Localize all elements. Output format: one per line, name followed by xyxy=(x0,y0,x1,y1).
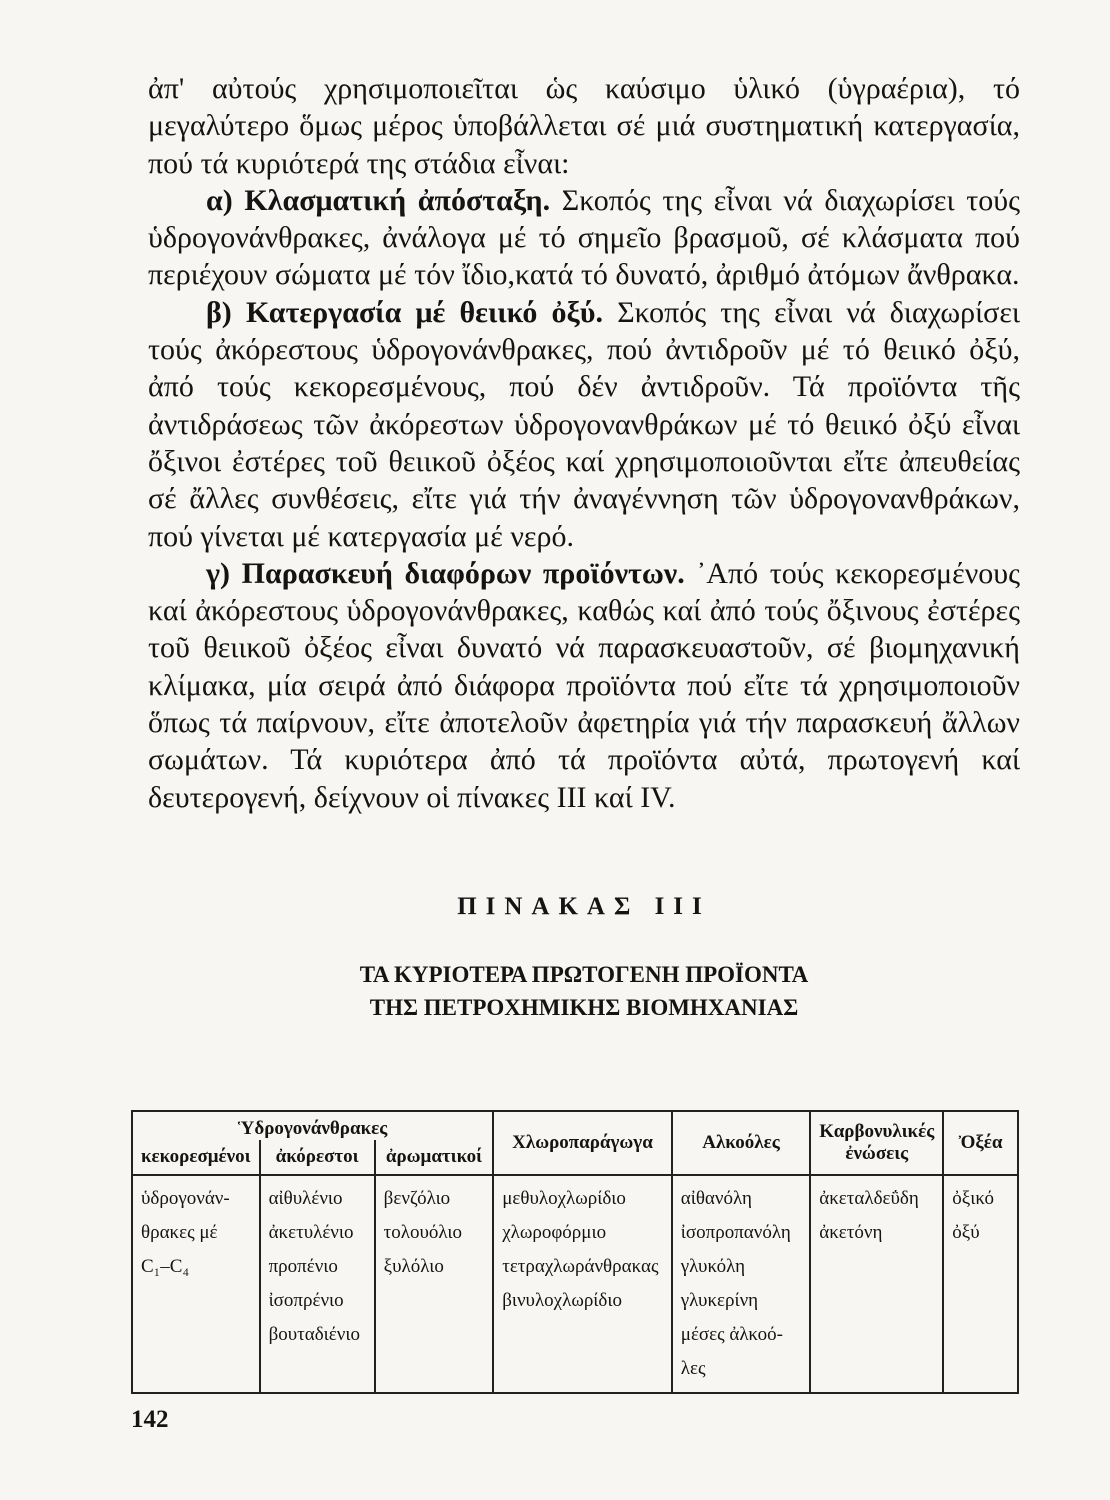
table-title-line1: ΤΑ ΚΥΡΙΟΤΕΡΑ ΠΡΩΤΟΓΕΝΗ ΠΡΟΪΟΝΤΑ xyxy=(359,962,809,987)
cell-line: μέσες ἀλκοό- xyxy=(680,1324,783,1345)
cell-line: χλωροφόρμιο xyxy=(502,1222,607,1243)
header-col-1: κεκορεσμένοι xyxy=(132,1140,260,1175)
paragraph-c-title: γ) Παρασκευή διαφόρων προϊόντων. xyxy=(206,556,685,590)
table-cell xyxy=(260,1175,375,1393)
cell-line: ἰσοπροπανόλη xyxy=(680,1222,791,1243)
table-cell xyxy=(132,1175,260,1393)
paragraph-a xyxy=(148,182,1020,294)
header-col-7: Ὀξέα xyxy=(943,1111,1018,1175)
cell-line: ὀξικό xyxy=(952,1188,994,1209)
cell-line: C₁–C₄ xyxy=(141,1256,190,1277)
cell-line: βενζόλιο xyxy=(383,1188,451,1209)
table-title-line2: ΤΗΣ ΠΕΤΡΟΧΗΜΙΚΗΣ ΒΙΟΜΗΧΑΝΙΑΣ xyxy=(369,995,799,1020)
header-col-4: Χλωροπαράγωγα xyxy=(493,1111,672,1175)
cell-line: τετραχλωράνθρακας xyxy=(502,1256,659,1277)
cell-line: ἀκετόνη xyxy=(819,1222,883,1243)
paragraph-a-title: α) Κλασματική ἀπόσταξη. xyxy=(206,183,551,217)
cell-line: γλυκερίνη xyxy=(680,1290,759,1311)
header-col-5: Αλκοόλες xyxy=(672,1111,811,1175)
cell-line: αἰθυλένιο xyxy=(268,1188,343,1209)
table-cell xyxy=(943,1175,1018,1393)
cell-line: ἀκετυλένιο xyxy=(268,1222,354,1243)
paragraph-b-title: β) Κατεργασία μέ θειικό ὀξύ. xyxy=(206,295,603,329)
cell-line: θρακες μέ xyxy=(141,1222,218,1243)
table-cell xyxy=(672,1175,811,1393)
cell-line: ἀκεταλδεΰδη xyxy=(819,1188,919,1209)
products-table xyxy=(131,1110,1019,1394)
body-text xyxy=(148,70,1020,816)
cell-line: ὑδρογονάν- xyxy=(141,1188,230,1209)
cell-line: βινυλοχλωρίδιο xyxy=(502,1290,622,1311)
header-col-3: ἀρωματικοί xyxy=(375,1140,494,1175)
table-cell xyxy=(810,1175,943,1393)
cell-line: ξυλόλιο xyxy=(383,1256,444,1277)
paragraph-b xyxy=(148,294,1020,555)
table-header-row xyxy=(132,1111,1018,1140)
cell-line: μεθυλοχλωρίδιο xyxy=(502,1188,626,1209)
cell-line: λες xyxy=(680,1358,706,1379)
paragraph-a-text: Σκοπός της εἶναι νά διαχωρίσει τούς ὑδρογονάνθρακες, ἀνάλογα μέ τό σημεῖο βρασμοῦ, σέ κλάσματα πού περιέχουν σώματα μέ τόν ἴδιο,κατά τό δυνατό, ἀριθμό ἀτόμων ἄνθρακα. xyxy=(148,183,1021,292)
header-col-6: Καρβονυλικές ἐνώσεις xyxy=(810,1111,943,1175)
paragraph-b-text: Σκοπός της εἶναι νά διαχωρίσει τούς ἀκόρεστους ὑδρογονάνθρακες, πού ἀντιδροῦν μέ τό θειικό ὀξύ, ἀπό τούς κεκορεσμένους, πού δέν ἀντιδροῦν. Τά προϊόντα τῆς ἀντιδράσεως τῶν ἀκόρεστων ὑδρογονανθράκων μέ τό θειικό ὀξύ εἶναι ὄξινοι ἐστέρες τοῦ θειικοῦ ὀξέος καί χρησιμοποιοῦνται εἴτε ἀπευθείας σέ ἄλλες συνθέσεις, εἴτε γιά τήν ἀναγέννηση τῶν ὑδρογονανθράκων, πού γίνεται μέ κατεργασία μέ νερό. xyxy=(148,295,1020,553)
cell-line: αἰθανόλη xyxy=(680,1188,752,1209)
cell-line: βουταδιένιο xyxy=(268,1324,360,1345)
cell-line: ὀξύ xyxy=(952,1222,980,1243)
paragraph-c xyxy=(148,555,1020,816)
page-number: 142 xyxy=(131,1406,169,1433)
table-label: ΠΙΝΑΚΑΣ III xyxy=(457,893,711,920)
table-row xyxy=(132,1175,1018,1393)
cell-line: ἰσοπρένιο xyxy=(268,1290,344,1311)
cell-line: γλυκόλη xyxy=(680,1256,746,1277)
cell-line: προπένιο xyxy=(268,1256,338,1277)
header-hydrocarbons-group: Ὑδρογονάνθρακες xyxy=(132,1111,493,1140)
paragraph-c-text: ᾿Από τούς κεκορεσμένους καί ἀκόρεστους ὑδρογονάνθρακες, καθώς καί ἀπό τούς ὄξινους ἐστέρες τοῦ θειικοῦ ὀξέος εἶναι δυνατό νά παρασκευαστοῦν, σέ βιομηχανική κλίμακα, μία σειρά ἀπό διάφορα προϊόντα πού εἴτε τά χρησιμοποιοῦν ὅπως τά παίρνουν, εἴτε ἀποτελοῦν ἀφετηρία γιά τήν παρασκευή ἄλλων σωμάτων. Τά κυριότερα ἀπό τά προϊόντα αὐτά, πρωτογενή καί δευτερογενή, δείχνουν οἱ πίνακες III καί IV. xyxy=(148,556,1021,814)
table-cell xyxy=(375,1175,494,1393)
paragraph-intro: ἀπ' αὐτούς χρησιμοποιεῖται ὡς καύσιμο ὑλικό (ὑγραέρια), τό μεγαλύτερο ὅμως μέρος ὑποβάλλεται σέ μιά συστηματική κατεργασία, πού τά κυριότερά της στάδια εἶναι: xyxy=(148,72,1020,180)
cell-line: τολουόλιο xyxy=(383,1222,463,1243)
header-col-2: ἀκόρεστοι xyxy=(260,1140,375,1175)
table-cell xyxy=(493,1175,672,1393)
